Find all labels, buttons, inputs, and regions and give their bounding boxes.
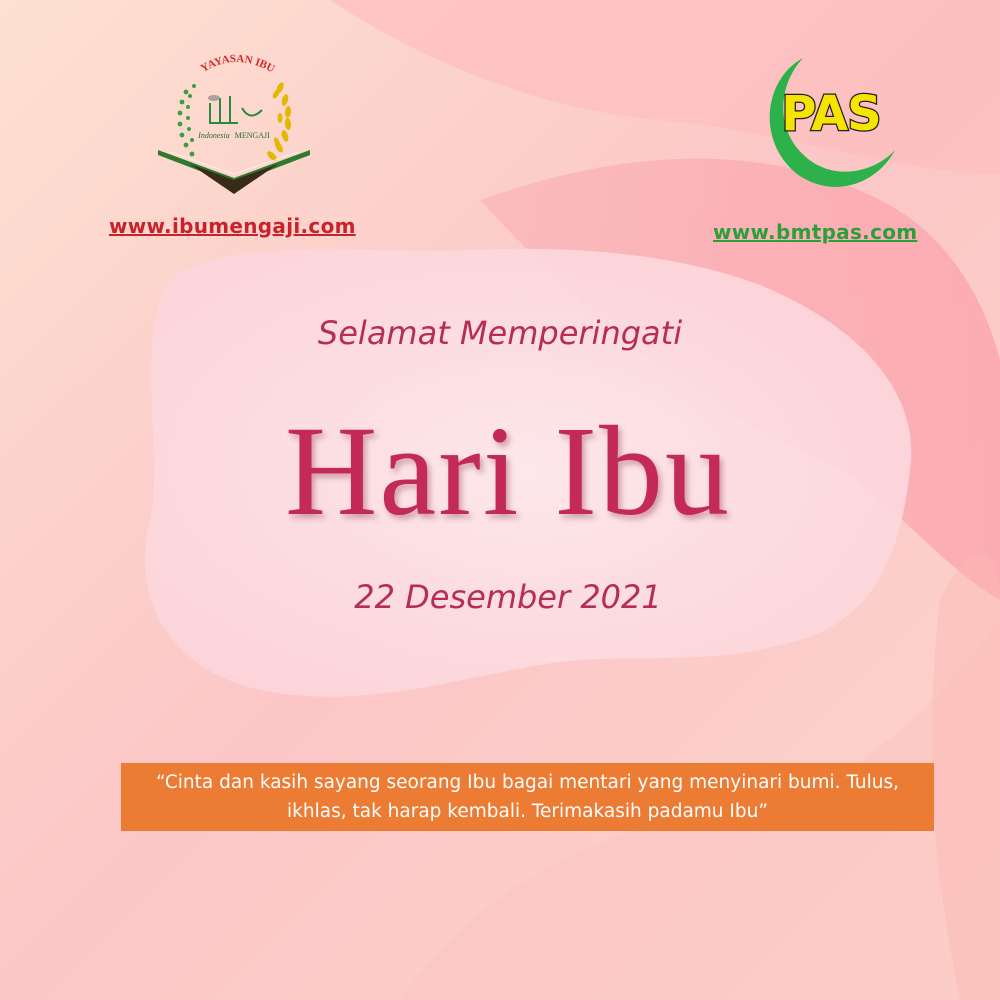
- yayasan-ibu-logo: [150, 48, 320, 198]
- logo-subtext: MENGAJI: [234, 131, 270, 140]
- event-date: 22 Desember 2021: [354, 578, 662, 616]
- logo-subtext-italic: Indonesia: [198, 131, 230, 140]
- pas-brand-text: PAS: [781, 86, 881, 142]
- headline-title: Hari Ibu: [284, 400, 732, 542]
- quote-box: [121, 763, 934, 831]
- greeting-text: Selamat Memperingati: [317, 314, 683, 352]
- org-name-text: YAYASAN IBU: [198, 52, 277, 76]
- pas-logo: [755, 50, 905, 195]
- bmtpas-link[interactable]: www.bmtpas.com: [713, 220, 918, 244]
- quote-line-2: ikhlas, tak harap kembali. Terimakasih padamu Ibu”: [287, 801, 768, 822]
- svg-text:Indonesia MENGAJI: [197, 131, 270, 140]
- quote-text: [156, 768, 899, 826]
- ibumengaji-link[interactable]: www.ibumengaji.com: [109, 214, 356, 238]
- svg-text:YAYASAN IBU: [199, 53, 277, 75]
- quote-line-1: “Cinta dan kasih sayang seorang Ibu bagai mentari yang menyinari bumi. Tulus,: [155, 772, 900, 793]
